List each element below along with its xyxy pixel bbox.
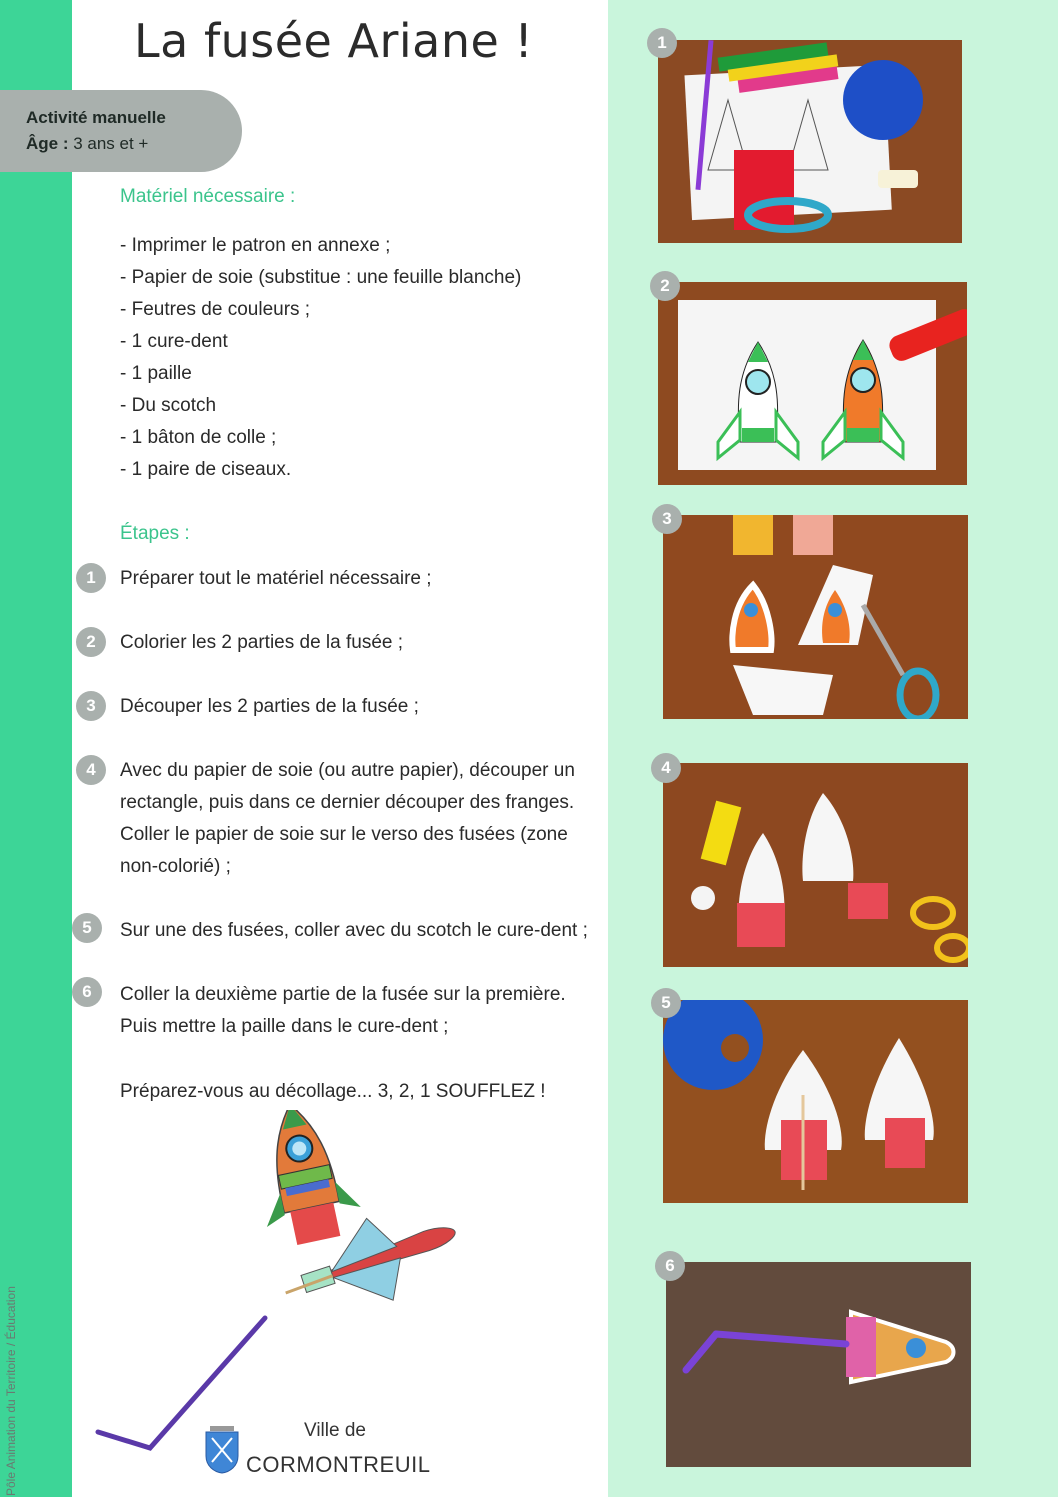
town-logo	[200, 1420, 440, 1486]
page-title: La fusée Ariane !	[134, 14, 534, 68]
activity-age	[26, 134, 148, 154]
activity-type: Activité manuelle	[26, 108, 166, 127]
rocket-drawing	[243, 1110, 366, 1250]
step-text: Sur une des fusées, coller avec du scotch le cure-dent ;	[120, 920, 588, 941]
photo-finished	[666, 1262, 971, 1467]
photo-fringes	[663, 763, 968, 967]
materials-item: - 1 paille	[120, 363, 192, 384]
left-accent-bar	[0, 0, 72, 1497]
rocket-illustration	[90, 1110, 490, 1470]
photo-number-badge: 3	[652, 504, 682, 534]
materials-list	[120, 230, 521, 486]
logo-subtitle: Ville de	[304, 1420, 366, 1441]
step-text: Coller la deuxième partie de la fusée sur la première. Puis mettre la paille dans le cure-dent ;	[120, 984, 566, 1037]
step-text: Colorier les 2 parties de la fusée ;	[120, 632, 404, 653]
age-value: 3 ans et +	[68, 134, 149, 153]
materials-item: - Imprimer le patron en annexe ;	[120, 235, 391, 256]
photo-number-badge: 5	[651, 988, 681, 1018]
photo-number-badge: 1	[647, 28, 677, 58]
step-number-badge: 3	[76, 691, 106, 721]
photo-number-badge: 6	[655, 1251, 685, 1281]
step-number-badge: 4	[76, 755, 106, 785]
crest-icon	[204, 1426, 240, 1474]
materials-item: - 1 paire de ciseaux.	[120, 459, 292, 480]
photo-cutting	[663, 515, 968, 719]
photo-materials	[658, 40, 962, 243]
activity-badge	[0, 90, 242, 172]
photo-scotch	[663, 1000, 968, 1203]
age-label: Âge :	[26, 134, 69, 153]
logo-name: CORMONTREUIL	[246, 1452, 431, 1477]
materials-heading: Matériel nécessaire :	[120, 186, 296, 207]
photo-number-badge: 2	[650, 271, 680, 301]
materials-item: - 1 bâton de colle ;	[120, 427, 277, 448]
materials-item: - Feutres de couleurs ;	[120, 299, 311, 320]
step-number-badge: 6	[72, 977, 102, 1007]
materials-item: - 1 cure-dent	[120, 331, 228, 352]
photo-number-badge: 4	[651, 753, 681, 783]
step-number-badge: 2	[76, 627, 106, 657]
credit-text: Pôle Animation du Territoire / Éducation	[4, 1286, 18, 1496]
photo-coloring	[658, 282, 967, 485]
step-text: Préparer tout le matériel nécessaire ;	[120, 568, 432, 589]
steps-heading: Étapes :	[120, 523, 190, 544]
step-text: Avec du papier de soie (ou autre papier), découper un rectangle, puis dans ce dernier découper des franges. Coller le papier de soie sur le verso des fusées (zone non-colorié) ;	[120, 760, 575, 877]
step-number-badge: 1	[76, 563, 106, 593]
materials-item: - Du scotch	[120, 395, 217, 416]
materials-item: - Papier de soie (substitue : une feuille blanche)	[120, 267, 522, 288]
step-number-badge: 5	[72, 913, 102, 943]
step-text: Découper les 2 parties de la fusée ;	[120, 696, 419, 717]
final-text: Préparez-vous au décollage... 3, 2, 1 SOUFFLEZ !	[120, 1081, 546, 1102]
